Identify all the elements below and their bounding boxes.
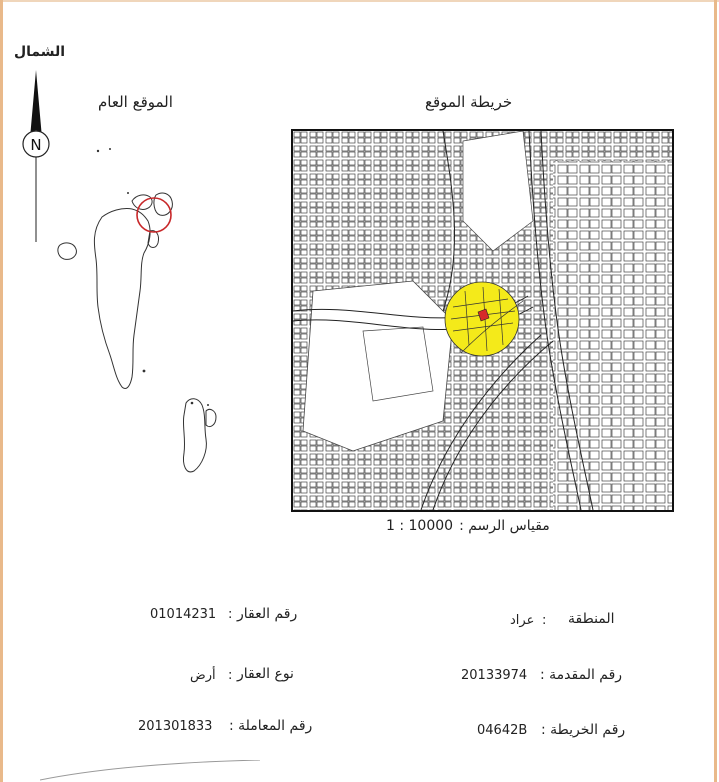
property-number-colon: :	[228, 607, 233, 622]
scale-value: 1 : 10000	[386, 518, 454, 534]
site-map-drawing	[293, 131, 672, 510]
region-colon: :	[542, 613, 547, 628]
decorative-curve	[40, 760, 260, 782]
property-number-value: 01014231	[150, 607, 217, 622]
scale-row	[386, 518, 550, 534]
general-location-map	[40, 135, 280, 485]
page-frame-left	[0, 0, 3, 782]
region-label: المنطقة	[568, 611, 615, 627]
north-letter: N	[30, 136, 42, 154]
map-number-label: رقم الخريطة :	[541, 722, 626, 738]
property-number-label: رقم العقار	[237, 606, 298, 622]
property-type-label: نوع العقار	[237, 666, 294, 682]
general-location-title: الموقع العام	[98, 93, 173, 111]
property-type-colon: :	[228, 668, 233, 683]
site-map	[291, 129, 674, 512]
page-frame-right	[714, 0, 717, 782]
property-type-value: أرض	[190, 668, 216, 683]
site-map-title: خريطة الموقع	[425, 93, 513, 111]
scale-label: مقياس الرسم :	[459, 518, 550, 534]
transaction-number-label: رقم المعاملة :	[229, 718, 313, 734]
page-frame-top	[0, 0, 719, 2]
north-label: الشمال	[14, 44, 66, 60]
submission-number-label: رقم المقدمة :	[540, 667, 623, 683]
transaction-number-value: 201301833	[138, 719, 213, 734]
submission-number-value: 20133974	[461, 668, 528, 683]
region-value: عراد	[510, 613, 535, 628]
map-number-value: 04642B	[477, 723, 528, 738]
